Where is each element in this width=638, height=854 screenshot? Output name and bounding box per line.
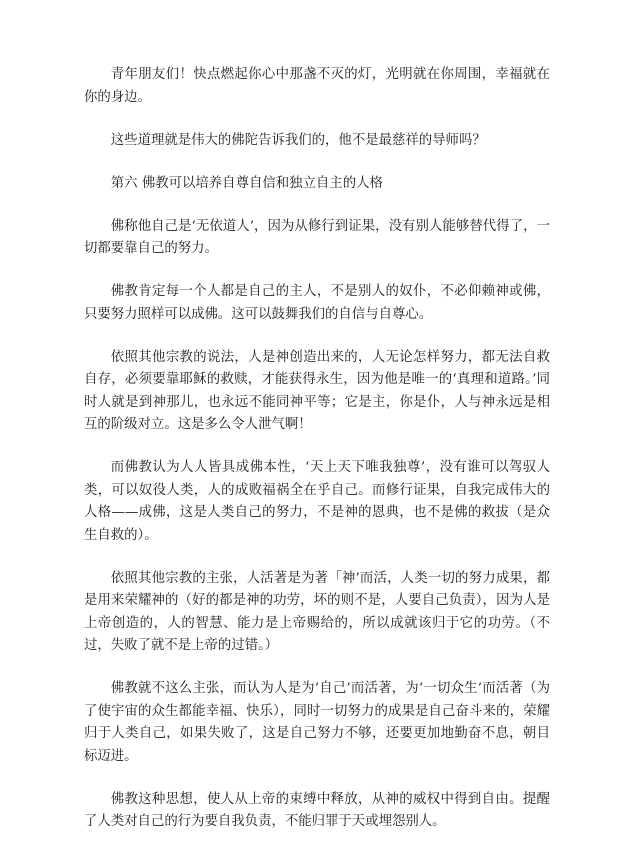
paragraph-freedom: 佛教这种思想，使人从上帝的束缚中释放，从神的威权中得到自由。提醒了人类对自己的行为要自我负责，不能归罪于天或埋怨别人。 (84, 791, 550, 829)
paragraph-self-reliance: 佛称他自己是‘无依道人’，因为从修行到证果，没有别人能够替代得了，一切都要靠自己的努力。 (84, 218, 550, 256)
paragraph-buddhist-purpose: 佛教就不这么主张，而认为人是为‘自己’而活著，为‘一切众生’而活著（为了使宇宙的众生都能幸福、快乐），同时一切努力的成果是自己奋斗来的，荣耀归于人类自己，如果失败了，这是自己努力不够，还要更加地勤奋不息，朝目标迈进。 (84, 681, 550, 764)
paragraph-buddha-nature: 而佛教认为人人皆具成佛本性，‘天上天下唯我独尊’，没有谁可以驾驭人类，可以奴役人类，人的成败福祸全在乎自己。而修行证果，自我完成伟大的人格——成佛，这是人类自己的努力，不是神的恩典，也不是佛的救拔（是众生自救的）。 (84, 460, 550, 543)
paragraph-other-religions-purpose: 依照其他宗教的主张，人活著是为著「神’而活，人类一切的努力成果，都是用来荣耀神的（好的都是神的功劳，坏的则不是，人要自己负责），因为人是上帝创造的，人的智慧、能力是上帝赐给的，所以成就该归于它的功劳。（不过，失败了就不是上帝的过错。） (84, 570, 550, 653)
paragraph-own-master: 佛教肯定每一个人都是自己的主人，不是别人的奴仆，不必仰赖神或佛，只要努力照样可以成佛。这可以鼓舞我们的自信与自尊心。 (84, 284, 550, 322)
paragraph-exhortation: 青年朋友们！快点燃起你心中那盏不灭的灯，光明就在你周围，幸福就在你的身边。 (84, 67, 550, 105)
section-heading: 第六 佛教可以培养自尊自信和独立自主的人格 (110, 175, 383, 191)
document-body (84, 64, 550, 854)
paragraph-other-religions: 依照其他宗教的说法，人是神创造出来的，人无论怎样努力，都无法自救自存，必须要靠耶稣的救赎，才能获得永生，因为他是唯一的‘真理和道路。’同时人就是到神那儿，也永远不能同神平等；它是主，你是仆，人与神永远是相互的阶级对立。这是多么令人泄气啊！ (84, 349, 550, 432)
paragraph-buddha-teacher: 这些道理就是伟大的佛陀告诉我们的，他不是最慈祥的导师吗？ (110, 132, 486, 148)
